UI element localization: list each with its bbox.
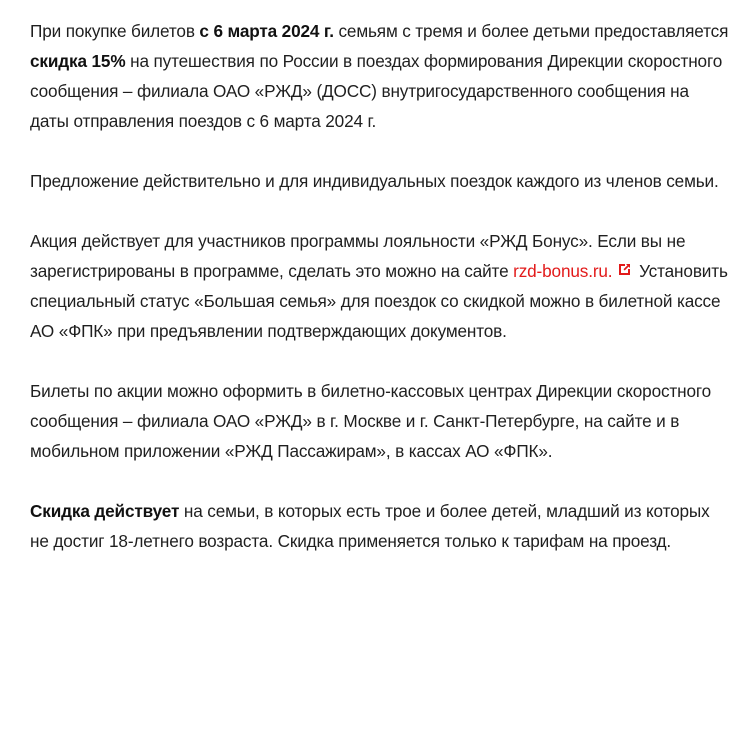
eligibility-highlight: Скидка действует	[30, 501, 180, 521]
text: Предложение действительно и для индивидуальных поездок каждого из членов семьи.	[30, 171, 719, 191]
paragraph-where-to-buy	[30, 376, 731, 466]
text: Билеты по акции можно оформить в билетно-кассовых центрах Дирекции скоростного сообщения – филиала ОАО «РЖД» в г. Москве и г. Санкт-Петербурге, на сайте и в мобильном приложении «РЖД Пассажирам», в кассах АО «ФПК».	[30, 381, 712, 461]
paragraph-loyalty-program	[30, 226, 731, 346]
text: семьям с тремя и более детьми предоставляется	[333, 21, 729, 41]
text: Акция действует для участников программы лояльности «РЖД Бонус». Если вы не зарегистрированы в программе, сделать это можно на сайте	[30, 231, 686, 281]
text: При покупке билетов	[30, 21, 200, 41]
external-link-icon[interactable]	[618, 263, 631, 276]
paragraph-discount-intro	[30, 16, 731, 136]
paragraph-individual-trips	[30, 166, 731, 196]
date-highlight: с 6 марта 2024 г.	[199, 21, 334, 41]
text: Установить специальный статус «Большая семья» для поездок со скидкой можно в билетной кассе АО «ФПК» при предъявлении подтверждающих документов.	[30, 261, 728, 341]
rzd-bonus-link[interactable]: rzd-bonus.ru.	[513, 261, 613, 281]
text: на путешествия по России в поездах формирования Дирекции скоростного сообщения – филиала ОАО «РЖД» (ДОСС) внутригосударственного сообщения на даты отправления поездов с 6 марта 2024 г.	[30, 51, 723, 131]
text: на семьи, в которых есть трое и более детей, младший из которых не достиг 18-летнего возраста. Скидка применяется только к тарифам на проезд.	[30, 501, 710, 551]
paragraph-eligibility	[30, 496, 731, 556]
discount-highlight: скидка 15%	[30, 51, 126, 71]
